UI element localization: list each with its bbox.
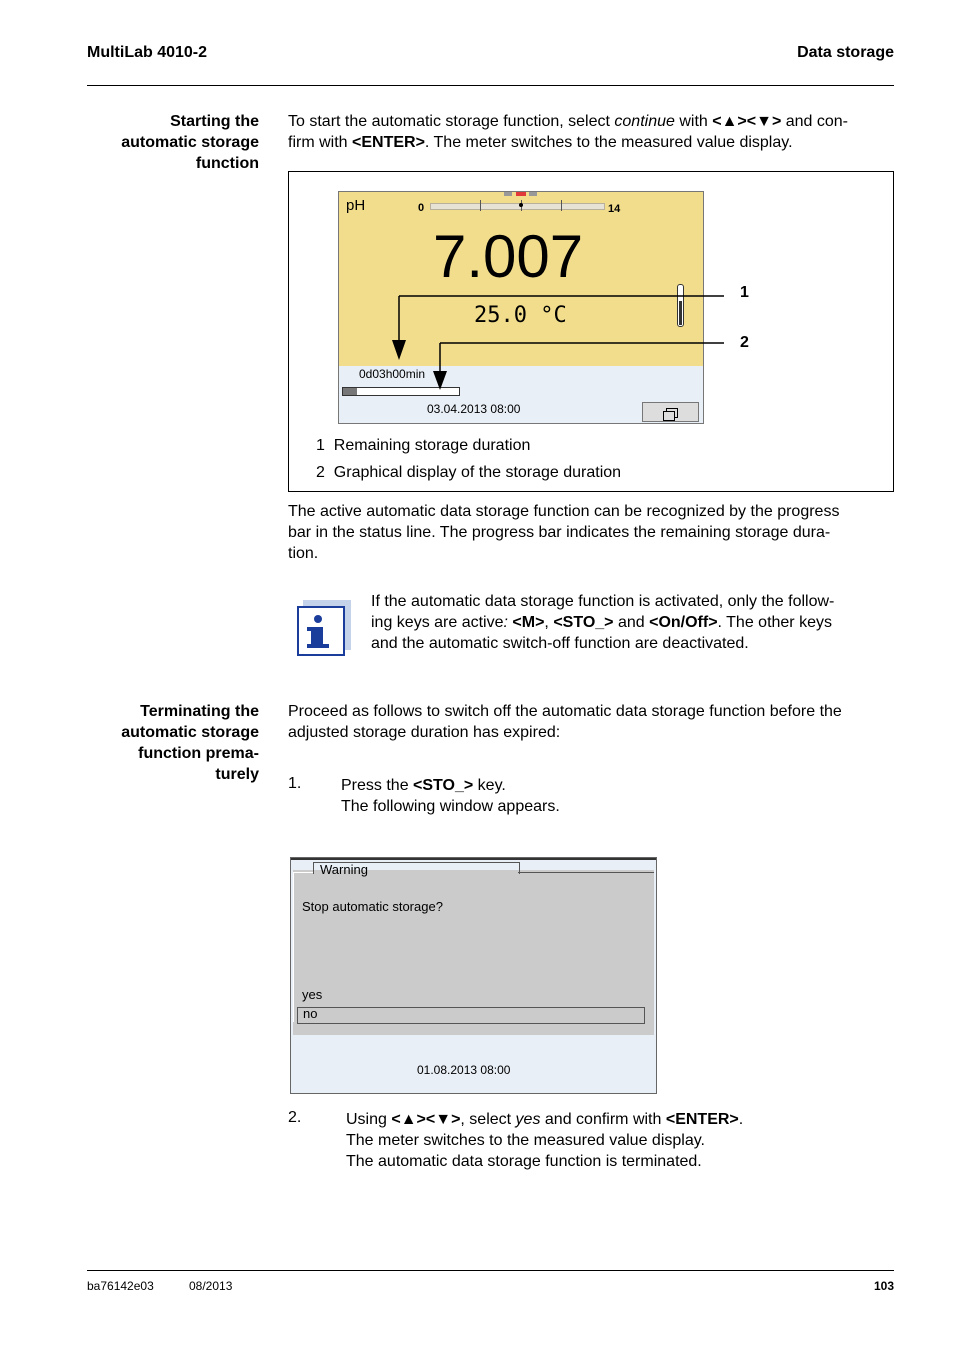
info-icon — [297, 600, 351, 656]
scale-min: 0 — [418, 202, 425, 214]
dialog-title: Warning — [320, 862, 368, 877]
status-datetime: 03.04.2013 08:00 — [427, 402, 521, 416]
footer-rule — [87, 1270, 894, 1271]
warning-dialog — [293, 862, 654, 1035]
unit-label: pH — [346, 197, 366, 214]
intro-paragraph: To start the automatic storage function, select continue with <▲><▼> and con- firm with <ENTER>. The meter switches to the measured value display. — [288, 113, 848, 151]
dialog-question: Stop automatic storage? — [302, 899, 443, 914]
step-1-text: Press the <STO_> key. The following window appears. — [341, 777, 560, 815]
callout-1: 1 — [740, 284, 749, 301]
terminate-intro: Proceed as follows to switch off the automatic data storage function before the adjusted storage duration has expired: — [288, 703, 842, 741]
status-datetime: 01.08.2013 08:00 — [417, 1063, 511, 1077]
legend-item: 1 Remaining storage duration — [316, 437, 531, 454]
callout-2: 2 — [740, 334, 749, 351]
step-1-number: 1. — [288, 775, 302, 792]
measured-value: 7.007 — [433, 223, 584, 290]
callout-lines — [0, 0, 954, 500]
warning-screen — [290, 857, 657, 1094]
storage-duration: 0d03h00min — [359, 367, 426, 381]
page-number: 103 — [873, 1279, 894, 1293]
option-yes[interactable]: yes — [302, 987, 323, 1002]
step-2-text: Using <▲><▼>, select yes and confirm with <ENTER>. The meter switches to the measured value display. The automatic data storage function is terminated. — [346, 1111, 744, 1170]
side-heading-starting: Starting the automatic storage function — [121, 113, 259, 172]
temperature-value: 25.0 °C — [474, 303, 567, 328]
scale-max: 14 — [608, 203, 621, 215]
info-note: If the automatic data storage function is activated, only the follow- ing keys are active: <M>, <STO_> and <On/Off>. The other keys and the automatic switch-off function are deactivated. — [371, 593, 835, 652]
option-no[interactable]: no — [297, 1007, 645, 1024]
legend-item: 2 Graphical display of the storage duration — [316, 464, 622, 481]
side-heading-terminating: Terminating the automatic storage function prema- turely — [121, 703, 259, 783]
header-title: MultiLab 4010-2 — [87, 44, 208, 61]
footer-doc-id: ba76142e03 — [87, 1279, 154, 1293]
footer-date: 08/2013 — [189, 1279, 233, 1293]
step-2-number: 2. — [288, 1109, 302, 1126]
progress-paragraph: The active automatic data storage function can be recognized by the progress bar in the status line. The progress bar indicates the remaining storage dura- tion. — [288, 503, 840, 562]
header-section: Data storage — [797, 44, 894, 61]
